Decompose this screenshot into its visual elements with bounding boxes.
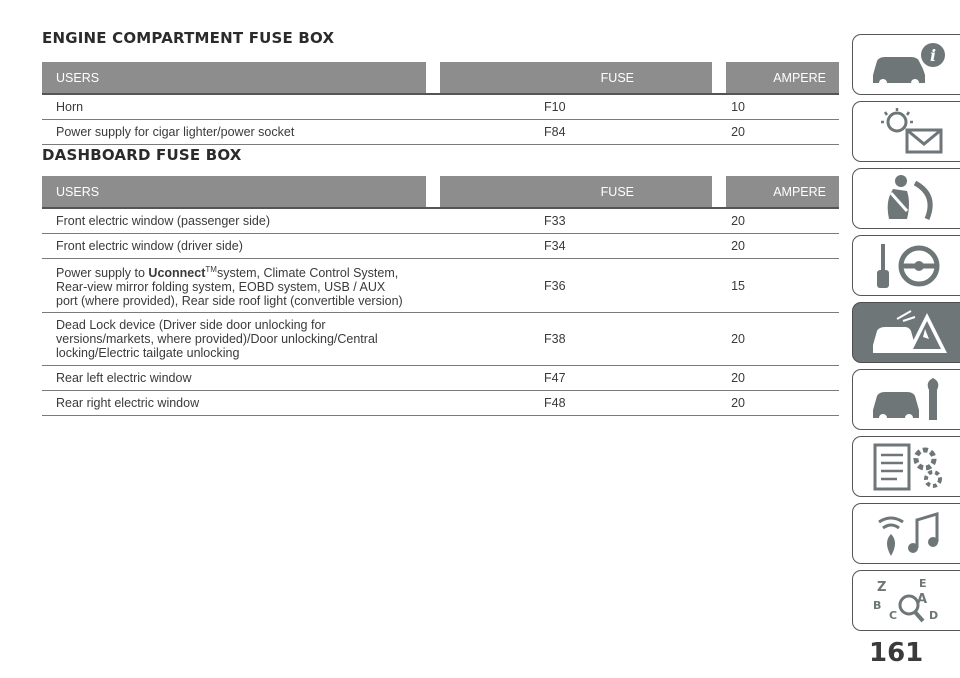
tab-multimedia[interactable] (852, 503, 960, 564)
cell-users: Horn (42, 94, 440, 120)
uconnect-brand: Uconnect (148, 266, 206, 281)
cell-users: Rear right electric window (42, 391, 440, 416)
tab-emergency[interactable] (852, 302, 960, 363)
cell-ampere: 20 (726, 313, 839, 366)
svg-text:D: D (928, 608, 938, 622)
header-users: USERS (42, 62, 426, 94)
users-suffix: system, Climate Control System, Rear-view mirror folding system, EOBD system, USB / AUX port (where provided), Rear side roof light (convertible version) (56, 266, 403, 309)
page-number: 161 (869, 638, 924, 668)
svg-text:B: B (872, 598, 881, 612)
cell-ampere: 10 (726, 94, 839, 120)
engine-fuse-box-title: ENGINE COMPARTMENT FUSE BOX (42, 29, 335, 47)
tab-index[interactable] (852, 570, 960, 631)
dashboard-fuse-box-title: DASHBOARD FUSE BOX (42, 146, 242, 164)
tab-car-info[interactable] (852, 34, 960, 95)
maintenance-car-icon (867, 374, 949, 426)
car-info-icon (867, 39, 949, 91)
table-header-row (42, 176, 839, 208)
cell-fuse: F36 (440, 259, 726, 313)
cell-ampere: 20 (726, 234, 839, 259)
table-row (42, 94, 839, 120)
cell-users: Front electric window (driver side) (42, 234, 440, 259)
svg-text:C: C (888, 608, 897, 622)
cell-ampere: 15 (726, 259, 839, 313)
table-row (42, 120, 839, 145)
emergency-icon (867, 307, 949, 359)
cell-users (42, 259, 440, 313)
cell-users: Rear left electric window (42, 366, 440, 391)
safety-seatbelt-icon (867, 173, 949, 225)
svg-text:A: A (916, 591, 927, 607)
cell-users: Front electric window (passenger side) (42, 208, 440, 234)
engine-fuse-table (42, 62, 839, 145)
dashboard-fuse-table (42, 176, 839, 416)
starting-driving-icon (867, 240, 949, 292)
table-row (42, 208, 839, 234)
multimedia-icon (867, 508, 949, 560)
table-header-row (42, 62, 839, 94)
cell-fuse: F47 (440, 366, 726, 391)
header-users: USERS (42, 176, 426, 208)
table-row (42, 259, 839, 313)
table-row (42, 366, 839, 391)
index-icon (867, 575, 949, 627)
header-fuse: FUSE (440, 62, 712, 94)
tab-maintenance[interactable] (852, 369, 960, 430)
svg-text:E: E (918, 576, 927, 590)
tab-warning-lights[interactable] (852, 101, 960, 162)
cell-users: Power supply for cigar lighter/power socket (42, 120, 440, 145)
table-row (42, 391, 839, 416)
cell-fuse: F84 (440, 120, 726, 145)
users-prefix: Power supply to (56, 266, 149, 281)
cell-ampere: 20 (726, 208, 839, 234)
cell-fuse: F38 (440, 313, 726, 366)
cell-ampere: 20 (726, 391, 839, 416)
svg-text:i: i (929, 45, 936, 65)
cell-ampere: 20 (726, 366, 839, 391)
table-row (42, 234, 839, 259)
tab-starting-driving[interactable] (852, 235, 960, 296)
warning-lights-messages-icon (867, 106, 949, 158)
cell-fuse: F34 (440, 234, 726, 259)
table-row (42, 313, 839, 366)
header-fuse: FUSE (440, 176, 712, 208)
svg-text:Z: Z (876, 579, 886, 595)
cell-fuse: F33 (440, 208, 726, 234)
tab-safety[interactable] (852, 168, 960, 229)
header-ampere: AMPERE (726, 62, 839, 94)
cell-fuse: F10 (440, 94, 726, 120)
technical-data-icon (867, 441, 949, 493)
cell-fuse: F48 (440, 391, 726, 416)
cell-users: Dead Lock device (Driver side door unlocking for versions/markets, where provided)/Door unlocking/Central locking/Electric tailgate unlocking (42, 313, 440, 366)
tab-technical-data[interactable] (852, 436, 960, 497)
header-ampere: AMPERE (726, 176, 839, 208)
trademark-mark: TM (205, 265, 217, 274)
cell-ampere: 20 (726, 120, 839, 145)
